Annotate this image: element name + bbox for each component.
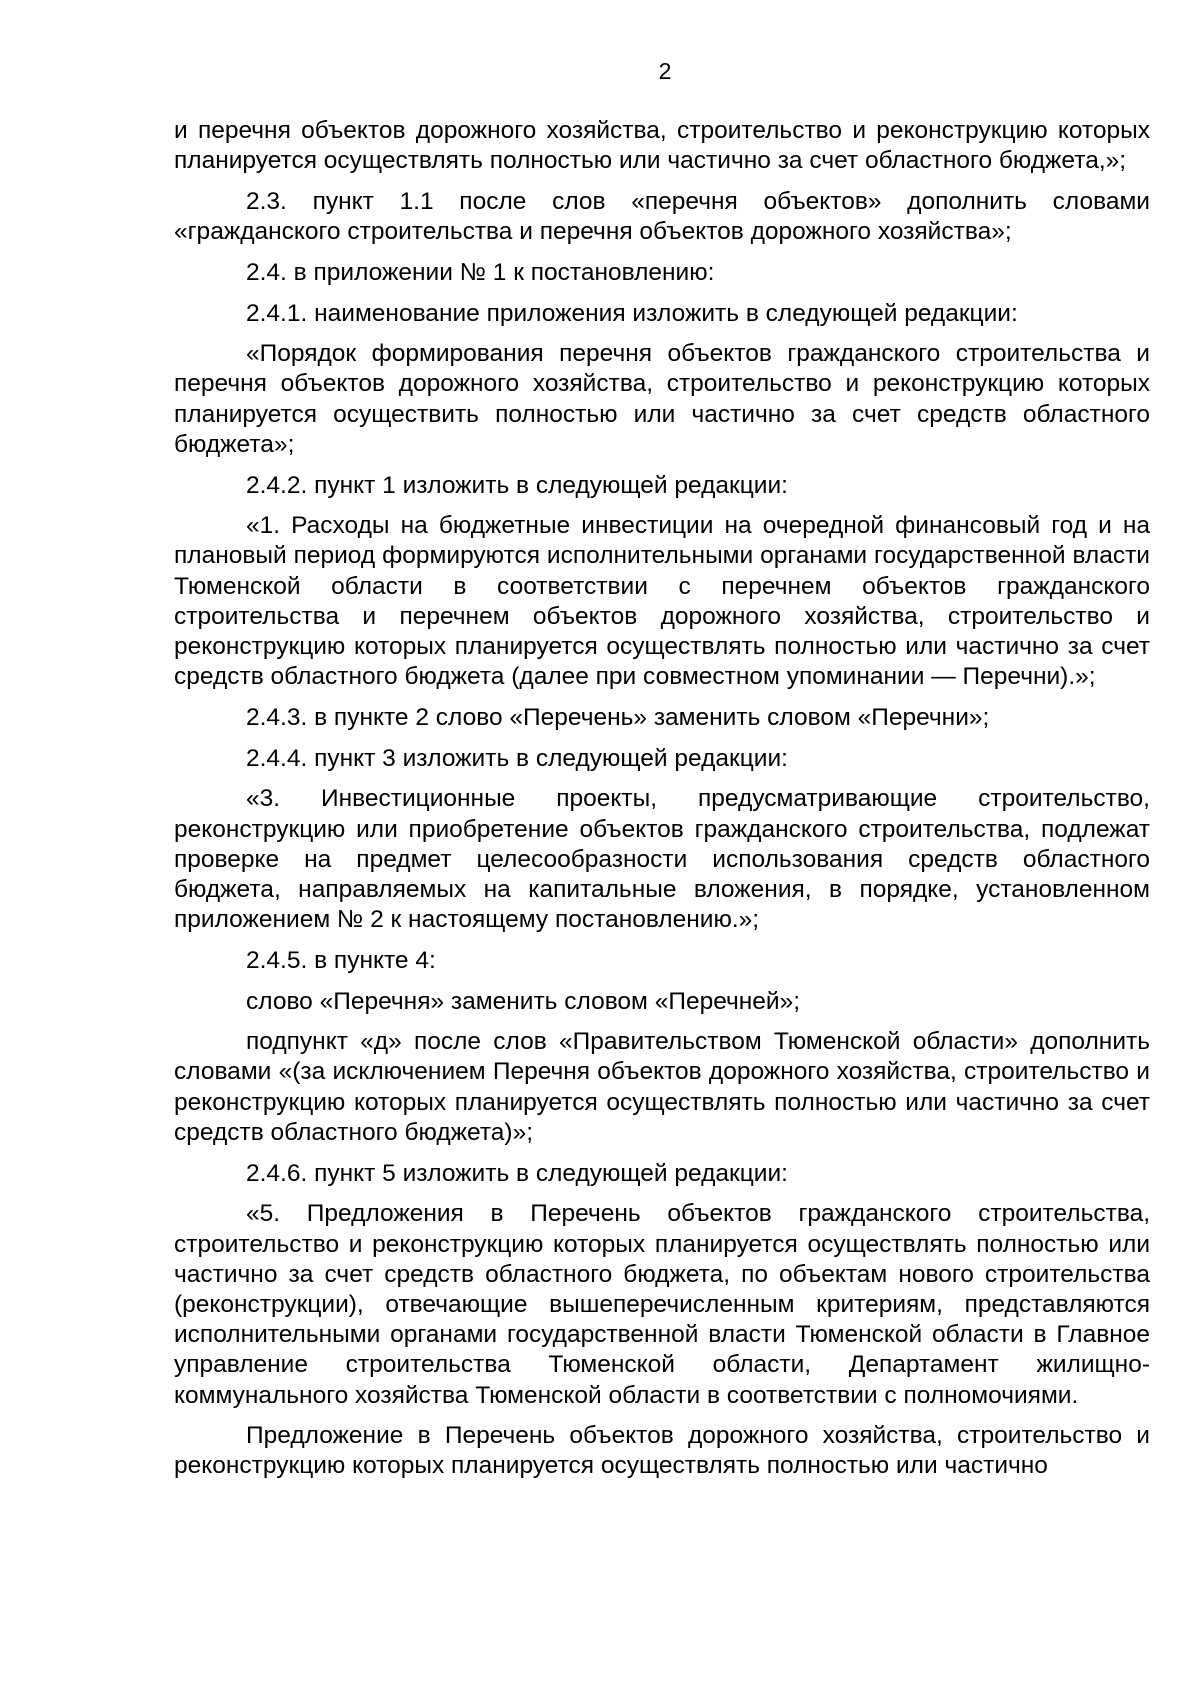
paragraph-quote-title: «Порядок формирования перечня объектов гражданского строительства и перечня объектов дорожного хозяйства, строительство и реконструкцию которых планируется осуществить полностью или частично за счет средств областного бюджета»;: [174, 340, 1150, 458]
paragraph-2-4: 2.4. в приложении № 1 к постановлению:: [246, 258, 715, 286]
paragraph-quote-item-3: «3. Инвестиционные проекты, предусматривающие строительство, реконструкцию или приобретение объектов гражданского строительства, подлежат проверке на предмет целесообразности использования средств областного бюджета, направляемых на капитальные вложения, в порядке, установленном приложением № 2 к настоящему постановлению.»;: [174, 785, 1150, 934]
paragraph-quote-item-1: «1. Расходы на бюджетные инвестиции на очередной финансовый год и на плановый период формируются исполнительными органами государственной власти Тюменской области в соответствии с перечнем объектов гражданского строительства и перечнем объектов дорожного хозяйства, строительство и реконструкцию которых планируется осуществлять полностью или частично за счет средств областного бюджета (далее при совместном упоминании — Перечни).»;: [174, 512, 1150, 691]
document-body: [174, 116, 1150, 1492]
paragraph-2-4-5: 2.4.5. в пункте 4:: [246, 946, 436, 974]
paragraph-2-4-1: 2.4.1. наименование приложения изложить в следующей редакции:: [246, 299, 1018, 327]
paragraph-continuation: и перечня объектов дорожного хозяйства, строительство и реконструкцию которых планируется осуществлять полностью или частично за счет областного бюджета,»;: [174, 117, 1150, 175]
paragraph-2-4-6: 2.4.6. пункт 5 изложить в следующей редакции:: [246, 1159, 788, 1187]
paragraph-subitem-d: подпункт «д» после слов «Правительством Тюменской области» дополнить словами «(за исключением Перечня объектов дорожного хозяйства, строительство и реконструкцию которых планируется осуществлять полностью или частично за счет средств областного бюджета)»;: [174, 1028, 1150, 1146]
page-number: 2: [658, 58, 672, 84]
paragraph-2-3: 2.3. пункт 1.1 после слов «перечня объектов» дополнить словами «гражданского строительства и перечня объектов дорожного хозяйства»;: [174, 187, 1150, 246]
paragraph-2-4-3: 2.4.3. в пункте 2 слово «Перечень» заменить словом «Перечни»;: [246, 703, 990, 731]
paragraph-word-replace: слово «Перечня» заменить словом «Перечней»;: [246, 987, 801, 1015]
paragraph-quote-item-5: «5. Предложения в Перечень объектов гражданского строительства, строительство и реконструкцию которых планируется осуществлять полностью или частично за счет средств областного бюджета, по объектам нового строительства (реконструкции), отвечающие вышеперечисленным критериям, представляются исполнительными органами государственной власти Тюменской области в Главное управление строительства Тюменской области, Департамент жилищно-коммунального хозяйства Тюменской области в соответствии с полномочиями.: [174, 1200, 1150, 1409]
paragraph-2-4-2: 2.4.2. пункт 1 изложить в следующей редакции:: [246, 471, 788, 499]
paragraph-2-4-4: 2.4.4. пункт 3 изложить в следующей редакции:: [246, 744, 788, 772]
paragraph-proposal-road: Предложение в Перечень объектов дорожного хозяйства, строительство и реконструкцию которых планируется осуществлять полностью или частично: [174, 1422, 1150, 1480]
